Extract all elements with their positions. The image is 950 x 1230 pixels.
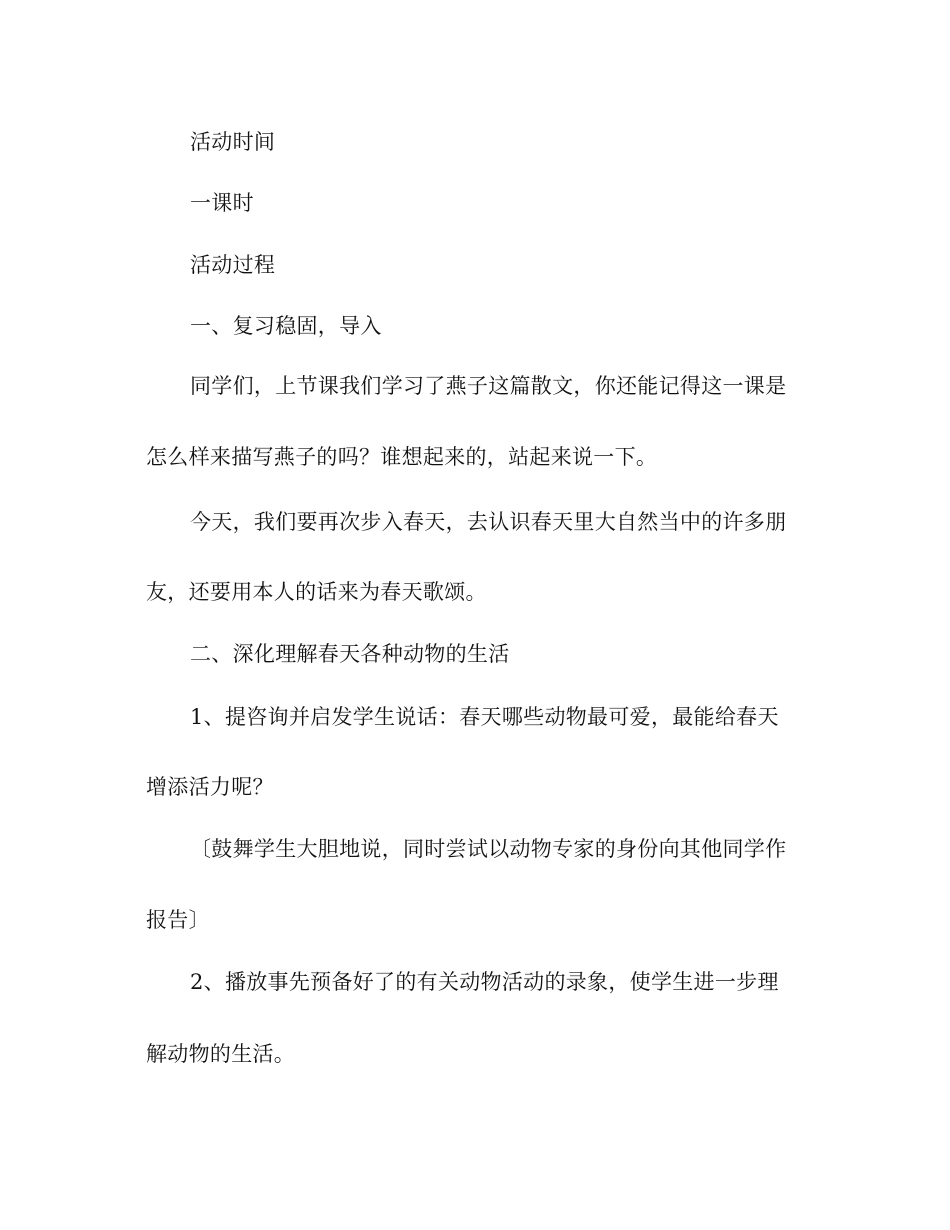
paragraph-line: 今天，我们要再次步入春天，去认识春天里大自然当中的许多朋 xyxy=(190,510,787,534)
paragraph-line: 1、提咨询并启发学生说话：春天哪些动物最可爱，最能给春天 xyxy=(190,705,779,729)
paragraph-line: 友，还要用本人的话来为春天歌颂。 xyxy=(146,580,487,604)
paragraph-line: 增添活力呢？ xyxy=(146,775,274,799)
section-heading-review: 一、复习稳固，导入 xyxy=(190,314,382,338)
section-heading-animals: 二、深化理解春天各种动物的生活 xyxy=(190,642,510,666)
paragraph-line: 怎么样来描写燕子的吗？谁想起来的，站起来说一下。 xyxy=(146,445,658,469)
heading-activity-time: 活动时间 xyxy=(190,130,276,154)
paragraph-line: 同学们，上节课我们学习了燕子这篇散文，你还能记得这一课是 xyxy=(190,374,787,398)
paragraph-line: 解动物的生活。 xyxy=(146,1042,296,1066)
paragraph-line: 〔鼓舞学生大胆地说，同时尝试以动物专家的身份向其他同学作 xyxy=(190,837,787,861)
activity-duration: 一课时 xyxy=(190,191,254,215)
heading-activity-process: 活动过程 xyxy=(190,253,276,277)
paragraph-line: 报告〕 xyxy=(146,908,210,932)
paragraph-line: 2、播放事先预备好了的有关动物活动的录象，使学生进一步理 xyxy=(190,970,779,994)
